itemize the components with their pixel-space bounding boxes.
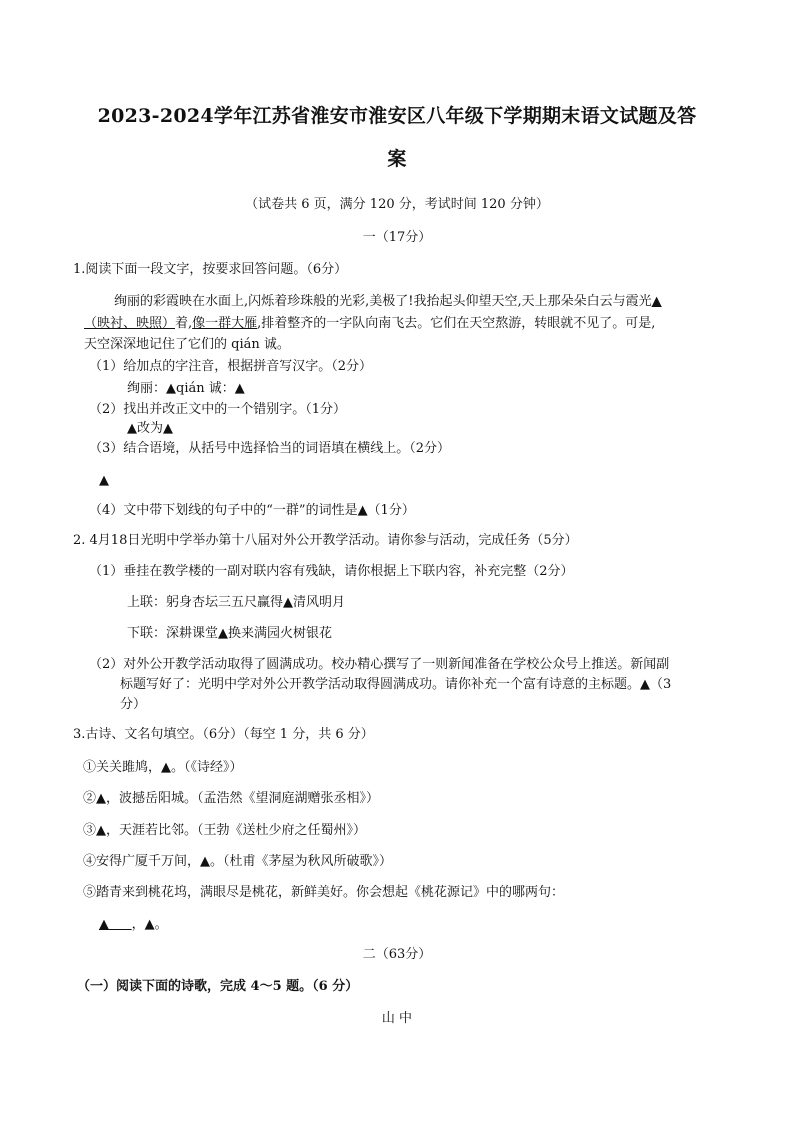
- q1-passage-text2b: ,排着整齐的一字队向南飞去。它们在天空熬游，转眼就不见了。可是,: [257, 316, 656, 331]
- q3-answer-blank-mark: ▲: [99, 917, 109, 932]
- q1-passage-paren: （映衬、映照）: [84, 316, 176, 331]
- q1-passage-line1: [114, 293, 662, 311]
- q3-item3: ③▲，天涯若比邻。（王勃《送杜少府之任蜀州》）: [83, 823, 366, 838]
- q1-sub2: （2）找出并改正文中的一个错别字。（1分）: [89, 402, 347, 417]
- q1-sub4: （4）文中带下划线的句子中的“一群”的词性是▲（1分）: [89, 503, 415, 518]
- exam-title-line2: 案: [387, 148, 407, 170]
- section2-heading: 二（63分）: [362, 947, 432, 962]
- q1-passage-text1: 绚丽的彩霞映在水面上,闪烁着珍珠般的光彩,美极了!我抬起头仰望天空,天上那朵朵白云与霞光: [114, 294, 652, 309]
- q1-sub1-answer: 绚丽：▲qián 诚：▲: [127, 381, 245, 396]
- q2-prompt: 2. 4月18日光明中学举办第十八届对外公开教学活动。请你参与活动，完成任务（5分）: [73, 533, 578, 548]
- q2-sub1: （1）垂挂在教学楼的一副对联内容有残缺，请你根据上下联内容，补充完整（2分）: [89, 564, 574, 579]
- q3-item5-answer: [99, 916, 168, 934]
- q1-passage-line2: [84, 315, 655, 333]
- q2-sub2-line2: 标题写好了：光明中学对外公开教学活动取得圆满成功。请你补充一个富有诗意的主标题。▲（3: [120, 677, 672, 692]
- q1-prompt: 1.阅读下面一段文字，按要求回答问题。（6分）: [73, 262, 348, 277]
- q3-item1: ①关关雎鸠，▲。（《诗经》）: [83, 760, 243, 775]
- q3-item2: ②▲，波撼岳阳城。（孟浩然《望洞庭湖赠张丞相》）: [83, 791, 379, 806]
- q1-sub3-answer: ▲: [99, 473, 109, 488]
- q1-passage-line3: 天空深深地记住了它们的 qián 诚。: [84, 337, 290, 352]
- q1-passage-underlined-sentence: 像一群大雁: [192, 316, 258, 331]
- q2-upper-couplet: 上联：躬身杏坛三五尺赢得▲清风明月: [127, 595, 345, 610]
- section1-heading: 一（17分）: [362, 230, 432, 245]
- q2-sub2-line3: 分）: [120, 697, 147, 712]
- q3-item5: ⑤踏青来到桃花坞，满眼尽是桃花，新鲜美好。你会想起《桃花源记》中的哪两句：: [83, 885, 565, 900]
- q3-item4: ④安得广厦千万间，▲。（杜甫《茅屋为秋风所破歌》）: [83, 854, 392, 869]
- exam-subtitle: （试卷共 6 页，满分 120 分，考试时间 120 分钟）: [245, 197, 549, 212]
- section2-part1-heading: （一）阅读下面的诗歌，完成 4～5 题。（6 分）: [77, 979, 359, 994]
- q3-answer-blank: [99, 917, 132, 932]
- q1-passage-blank: ▲: [651, 294, 662, 309]
- q3-prompt: 3.古诗、文名句填空。（6分）（每空 1 分，共 6 分）: [73, 727, 374, 742]
- q2-sub2-line1: （2）对外公开教学活动取得了圆满成功。校办精心撰写了一则新闻准备在学校公众号上推送。新闻副: [89, 657, 670, 672]
- exam-title-line1: 2023-2024学年江苏省淮安市淮安区八年级下学期期末语文试题及答: [97, 105, 697, 127]
- q3-answer-rest: ，▲。: [131, 917, 168, 932]
- q2-lower-couplet: 下联：深耕课堂▲换来满园火树银花: [127, 626, 332, 641]
- q1-sub1: （1）给加点的字注音，根据拼音写汉字。（2分）: [89, 359, 373, 374]
- q1-sub3: （3）结合语境，从括号中选择恰当的词语填在横线上。（2分）: [89, 441, 451, 456]
- q1-passage-text2a: 着,: [175, 316, 193, 331]
- q1-sub2-answer: ▲改为▲: [127, 421, 173, 436]
- poem-title: 山 中: [381, 1011, 413, 1026]
